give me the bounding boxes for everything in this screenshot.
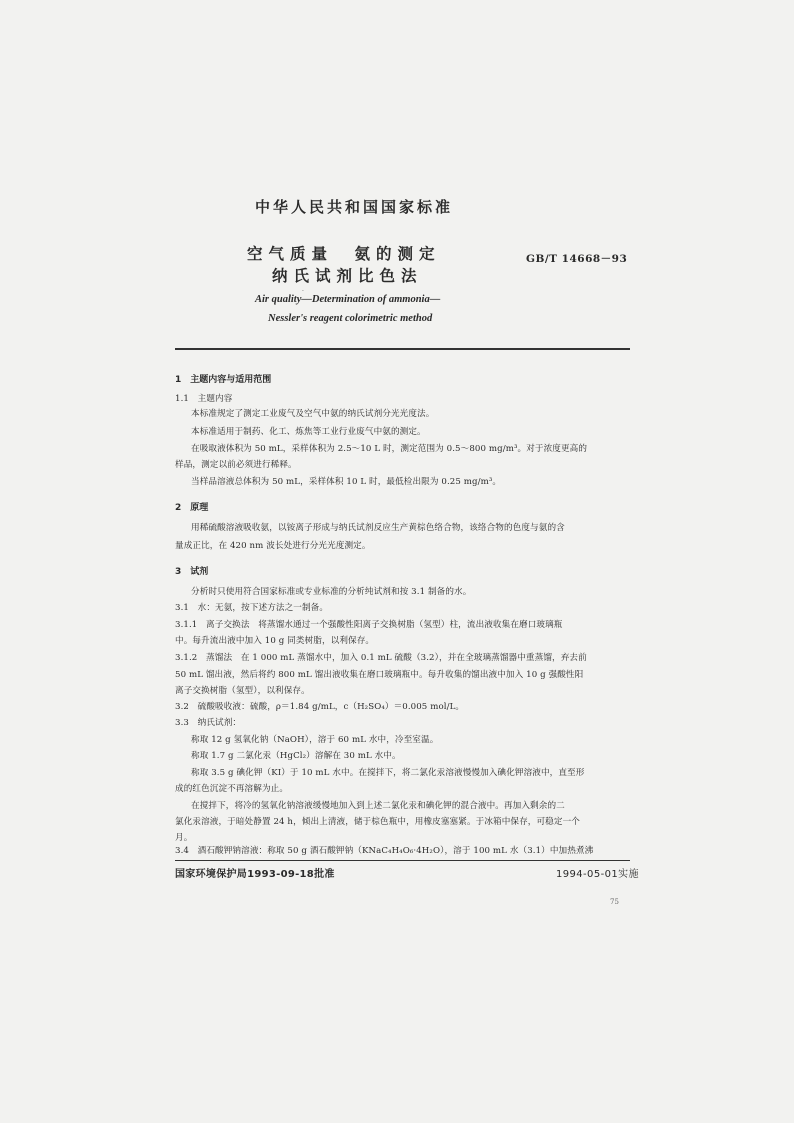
section-heading: 2 原理 [175,503,209,513]
paragraph-line: 中。每升流出液中加入 10 g 同类树脂，以利保存。 [175,636,375,646]
paragraph-line: 本标准规定了测定工业废气及空气中氨的纳氏试剂分光光度法。 [191,409,435,419]
paragraph-line: 在搅拌下，将冷的氢氧化钠溶液缓慢地加入到上述二氯化汞和碘化钾的混合液中。再加入剩余的二 [191,801,565,811]
title-cn-line2: 纳氏试剂比色法 [272,267,423,285]
paragraph-line: 在吸取液体积为 50 mL，采样体积为 2.5～10 L 时，测定范围为 0.5～800 mg/m³。对于浓度更高的 [191,444,588,454]
paragraph-line: 离子交换树脂（氢型），以利保存。 [175,686,310,696]
paragraph-line: 3.1.1 离子交换法 将蒸馏水通过一个强酸性阳离子交换树脂（氢型）柱，流出液收集在磨口玻璃瓶 [175,620,563,630]
paragraph-line: 分析时只使用符合国家标准或专业标准的分析纯试剂和按 3.1 制备的水。 [191,587,472,597]
paragraph-line: 月。 [175,833,193,843]
paragraph-line: 称取 1.7 g 二氯化汞（HgCl₂）溶解在 30 mL 水中。 [191,751,401,761]
standard-number: GB/T 14668－93 [526,253,628,265]
section-heading: 3 试剂 [175,567,209,577]
title-en-line1: Air quality—Determination of ammonia— [255,294,441,305]
title-en-line2: Nessler's reagent colorimetric method [268,313,433,324]
paragraph-line: 当样品溶液总体积为 50 mL，采样体积 10 L 时，最低检出限为 0.25 mg/m³。 [191,477,502,487]
footer-rule [175,860,630,861]
paragraph-line: 成的红色沉淀不再溶解为止。 [175,784,289,794]
paragraph-line: 本标准适用于制药、化工、炼焦等工业行业废气中氨的测定。 [191,427,426,437]
subsection-heading: 3.3 纳氏试剂： [175,718,242,728]
paragraph-line: 3.1.2 蒸馏法 在 1 000 mL 蒸馏水中，加入 0.1 mL 硫酸（3.2），并在全玻璃蒸馏器中重蒸馏，弃去前 [175,653,587,663]
issuer-header: 中华人民共和国国家标准 [255,198,454,216]
paragraph-line: 样品，测定以前必须进行稀释。 [175,460,297,470]
paragraph-line: 称取 3.5 g 碘化钾（KI）于 10 mL 水中。在搅拌下，将二氯化汞溶液慢慢加入碘化钾溶液中，直至形 [191,768,585,778]
approval-info: 国家环境保护局1993-09-18批准 [175,869,335,880]
paragraph-line: 称取 12 g 氢氧化钠（NaOH），溶于 60 mL 水中，冷至室温。 [191,735,439,745]
header-rule [175,348,630,350]
paragraph-line: 3.4 酒石酸钾钠溶液：称取 50 g 酒石酸钾钠（KNaC₄H₄O₆·4H₂O），溶于 100 mL 水（3.1）中加热煮沸 [175,846,594,856]
paragraph-line: 氯化汞溶液，于暗处静置 24 h，倾出上清液，储于棕色瓶中，用橡皮塞塞紧。于冰箱中保存，可稳定一个 [175,817,580,827]
subsection-heading: 1.1 主题内容 [175,394,233,404]
paragraph-line: 3.2 硫酸吸收液：硫酸，ρ＝1.84 g/mL，c（H₂SO₄）＝0.005 mol/L。 [175,702,465,712]
page-number: 75 [610,898,619,906]
paragraph-line: 量成正比，在 420 nm 波长处进行分光光度测定。 [175,541,371,551]
subsection-heading: 3.1 水：无氨，按下述方法之一制备。 [175,603,329,613]
decorative-dot: · [302,288,304,295]
section-heading: 1 主题内容与适用范围 [175,375,272,385]
title-cn-line1: 空气质量 氨的测定 [247,245,441,263]
paragraph-line: 用稀硫酸溶液吸收氨，以铵离子形成与纳氏试剂反应生产黄棕色络合物，该络合物的色度与氨的含 [191,523,565,533]
implementation-date: 1994-05-01实施 [556,869,639,880]
paragraph-line: 50 mL 馏出液，然后将约 800 mL 馏出液收集在磨口玻璃瓶中。每升收集的馏出液中加入 10 g 强酸性阳 [175,670,584,680]
